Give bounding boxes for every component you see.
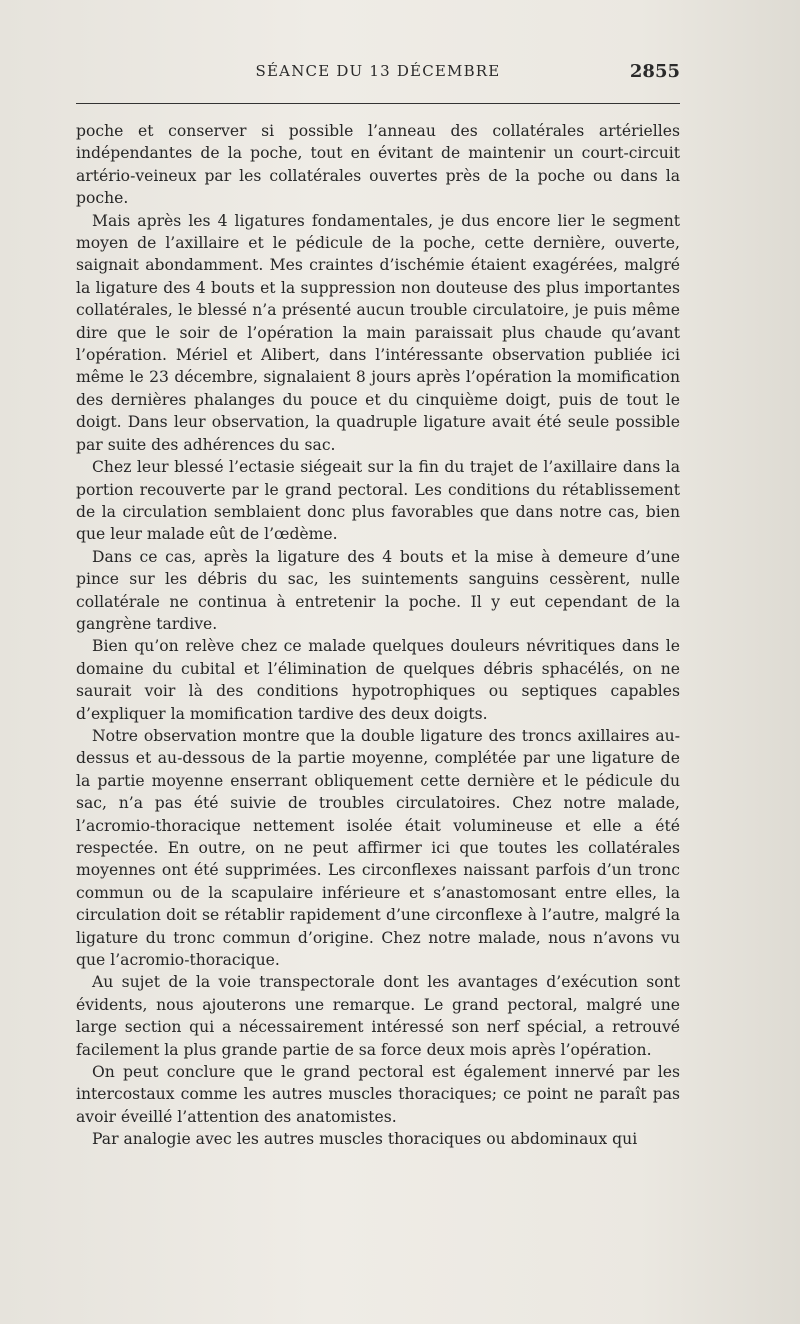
paragraph: Mais après les 4 ligatures fondamentales, je dus encore lier le segment moyen de l’axillaire et le pédicule de la poche, cette dernière, ouverte, saignait abondamment. Mes craintes d’ischémie étaient exagérées, malgré la ligature des 4 bouts et la suppression non douteuse des plus importantes collatérales, le blessé n’a présenté aucun trouble circulatoire, je puis même dire que le soir de l’opération la main paraissait plus chaude qu’avant l’opération. Mériel et Alibert, dans l’intéressante observation publiée ici même le 23 décembre, signalaient 8 jours après l’opération la momification des dernières phalanges du pouce et du cinquième doigt, puis de tout le doigt. Dans leur observation, la quadruple ligature avait été seule possible par suite des adhérences du sac.	[76, 211, 680, 454]
paragraph: Bien qu’on relève chez ce malade quelques douleurs névritiques dans le domaine du cubital et l’élimination de quelques débris sphacélés, on ne saurait voir là des conditions hypotrophiques ou septiques capables d’expliquer la momification tardive des deux doigts.	[76, 637, 680, 723]
body-text	[76, 120, 680, 1151]
paragraph: Dans ce cas, après la ligature des 4 bouts et la mise à demeure d’une pince sur les débris du sac, les suintements sanguins cessèrent, nulle collatérale ne continua à entretenir la poche. Il y eut cependant de la gangrène tardive.	[76, 547, 680, 633]
running-title: SÉANCE DU 13 DÉCEMBRE	[255, 62, 501, 80]
page-header	[76, 62, 680, 92]
paragraph: Notre observation montre que la double ligature des troncs axillaires au-dessus et au-dessous de la partie moyenne, complétée par une ligature de la partie moyenne enserrant obliquement cette dernière et le pédicule du sac, n’a pas été suivie de troubles circulatoires. Chez notre malade, l’acromio-thoracique nettement isolée était volumineuse et elle a été respectée. En outre, on ne peut affirmer ici que toutes les collatérales moyennes ont été supprimées. Les circonflexes naissant parfois d’un tronc commun ou de la scapulaire inférieure et s’anastomosant entre elles, la circulation doit se rétablir rapidement d’une circonflexe à l’autre, malgré la ligature du tronc commun d’origine. Chez notre malade, nous n’avons vu que l’acromio-thoracique.	[76, 726, 680, 970]
paragraph: On peut conclure que le grand pectoral est également innervé par les intercostaux comme les autres muscles thoraciques; ce point ne paraît pas avoir éveillé l’attention des anatomistes.	[76, 1063, 680, 1126]
page-number: 2855	[629, 61, 680, 82]
paragraph: poche et conserver si possible l’anneau des collatérales artérielles indépendantes de la poche, tout en évitant de maintenir un court-circuit artério-veineux par les collatérales ouvertes près de la poche ou dans la poche.	[76, 122, 680, 208]
paragraph: Par analogie avec les autres muscles thoraciques ou abdominaux qui	[92, 1130, 638, 1149]
paragraph: Chez leur blessé l’ectasie siégeait sur la fin du trajet de l’axillaire dans la portion recouverte par le grand pectoral. Les conditions du rétablissement de la circulation semblaient donc plus favorables que dans notre cas, bien que leur malade eût de l’œdème.	[76, 458, 680, 544]
paragraph: Au sujet de la voie transpectorale dont les avantages d’exécution sont évidents, nous ajouterons une remarque. Le grand pectoral, malgré une large section qui a nécessairement intéressé son nerf spécial, a retrouvé facilement la plus grande partie de sa force deux mois après l’opération.	[76, 973, 680, 1059]
header-rule	[76, 103, 680, 104]
